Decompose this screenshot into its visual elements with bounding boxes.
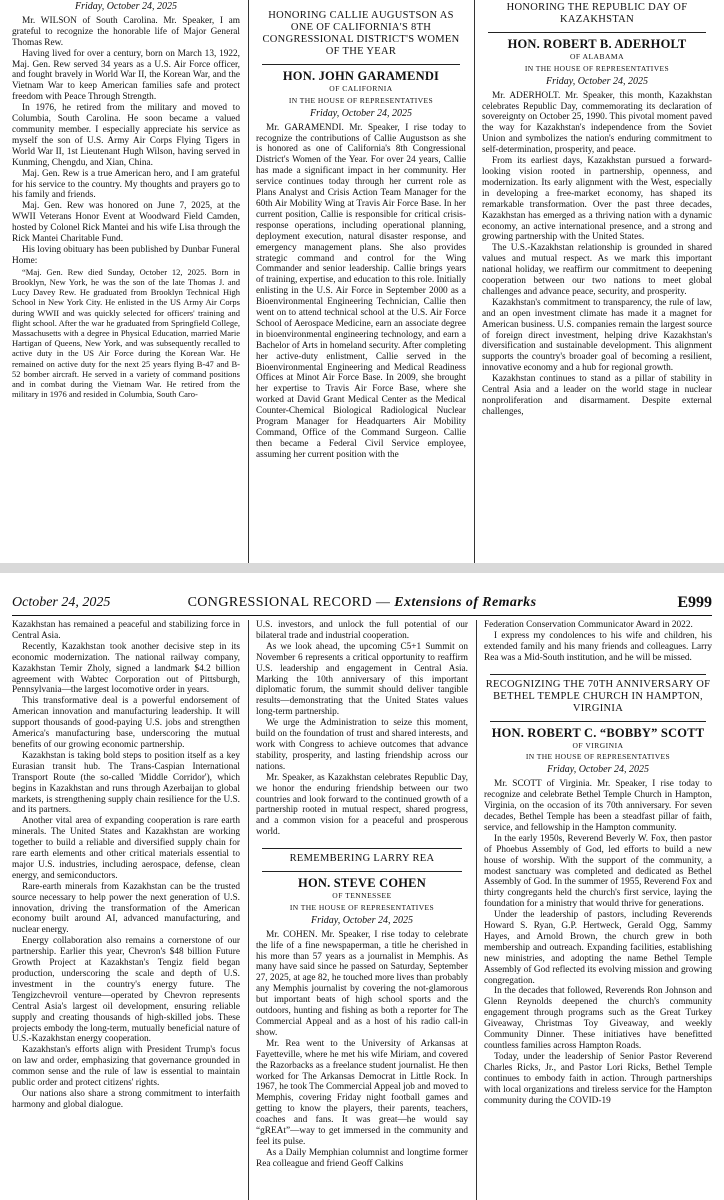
paragraph: Federation Conservation Communicator Award in 2022. (484, 620, 693, 630)
state-line: OF CALIFORNIA (329, 83, 393, 93)
section-title: RECOGNIZING THE 70TH ANNIVERSARY OF BETHEL TEMPLE CHURCH IN HAMPTON, VIRGINIA (485, 678, 711, 714)
paragraph: In 1976, he retired from the military and moved to Columbia, South Carolina. He soon became a valued community member. I especially appreciate his service as myself the son of U.S. Army Air Corps Flying Tigers in World War II, 1st Lieutenant Hugh Wilson, having served in Kunming, Chengdu, and Xian, China. (12, 103, 240, 168)
paragraph: Our nations also share a strong commitment to interfaith harmony and global dialogue. (12, 1088, 240, 1110)
paragraph: From its earliest days, Kazakhstan pursued a forward-looking vision rooted in partnership, openness, and modernization. Its early alignment with the West, especially in developing a free-market economy, has shaped its remarkable transformation. Over the past three decades, Kazakhstan has emerged as a thriving nation with a dynamic economy, an active international presence, and a strong and growing partnership with the United States. (482, 156, 712, 243)
column-2 (256, 0, 466, 563)
section-rule (490, 674, 706, 675)
dateline: Friday, October 24, 2025 (546, 75, 648, 87)
section-title: HONORING CALLIE AUGUSTSON AS ONE OF CALIFORNIA'S 8TH CONGRESSIONAL DISTRICT'S WOMEN OF THE YEAR (262, 10, 460, 57)
section-title: HONORING THE REPUBLIC DAY OF KAZAKHSTAN (506, 2, 688, 25)
column-3 (484, 620, 712, 1200)
paragraph: Maj. Gen. Rew is a true American hero, and I am grateful for his service to the country. My thoughts and prayers go to his family and friends. (12, 168, 240, 201)
paragraph: Having lived for over a century, born on March 13, 1922, Maj. Gen. Rew served 34 years as a U.S. Air Force officer, and fought bravely in World War II, the Korean War, and the Vietnam War to keep American families safe and protect freedom with Peace Through Strength. (12, 48, 240, 103)
paragraph: Under the leadership of pastors, including Reverends Howard S. Ryan, G.P. Hertweck, Gerald Ogg, Sammy Hayes, and Arnold Brown, the church grew in both membership and outreach. Expanding facilities, establishing new ministries, and adopting the name Bethel Temple Assembly of God reflected its evolving mission and growing congregation. (484, 910, 712, 986)
title-rule (488, 32, 706, 33)
running-head-date: October 24, 2025 (12, 595, 111, 610)
paragraph: Kazakhstan has remained a peaceful and stabilizing force in Central Asia. (12, 620, 240, 641)
state-line: OF TENNESSEE (332, 891, 392, 901)
column-1 (12, 0, 240, 563)
paragraph: Kazakhstan is taking bold steps to position itself as a key Eurasian transit hub. The Trans-Caspian International Transport Route (the so-called 'Middle Corridor'), which begins in Kazakhstan and runs through Azerbaijan to global markets, is strengthening supply chain resilience for the U.S. and its partners. (12, 750, 240, 816)
paragraph: His loving obituary has been published by Dunbar Funeral Home: (12, 244, 240, 266)
running-head (12, 595, 712, 613)
page-number: E999 (677, 594, 712, 611)
paragraph: Another vital area of expanding cooperation is rare earth minerals. The United States and Kazakhstan are working together to build a reliable and diversified supply chain for rare earth elements and other critical materials essential to major U.S. industries, including aerospace, defense, clean energy, and semiconductors. (12, 816, 240, 881)
title-rule (490, 721, 706, 722)
house-line: IN THE HOUSE OF REPRESENTATIVES (524, 63, 670, 73)
obituary-quote: “Maj. Gen. Rew died Sunday, October 12, 2025. Born in Brooklyn, New York, he was the son of the late Thomas J. and Lucy Davey Rew. He graduated from Brooklyn Technical High School in New York City. He enlisted in the US Army Air Corps during WWII and was quickly selected for officers' training and flight school. After the war he graduated from Springfield College, Massachusetts with a degree in Physical Education, married Marie Hartigan of Queens, New York, and was subsequently recalled to active duty in the US Air Force during the Korean War. He remained on active duty for the next 25 years flying B-47 and B-52 bomber aircraft. He served in a variety of command positions and in combat during the Vietnam War. He retired from the military in 1976 and resided in Columbia, South Caro- (12, 266, 240, 400)
paragraph: Kazakhstan's commitment to transparency, the rule of law, and an open investment climate has made it a magnet for American business. U.S. companies remain the largest source of foreign direct investment, helping drive Kazakhstan's diversification and sustainable development. This alignment supports the country's broader goal of becoming a resilient, innovative economy and a hub for regional growth. (482, 297, 712, 374)
paragraph: Rare-earth minerals from Kazakhstan can be the trusted source necessary to help power the next generation of U.S. innovation, driving the transformation of the American economy built around AI, advanced manufacturing, and nuclear energy. (12, 881, 240, 936)
paragraph: Mr. WILSON of South Carolina. Mr. Speaker, I am grateful to recognize the honorable life of Major General Thomas Rew. (12, 15, 240, 48)
speaker-name: HON. ROBERT B. ADERHOLT (507, 37, 687, 51)
dateline: Friday, October 24, 2025 (310, 107, 412, 119)
publication-title (12, 595, 712, 611)
paragraph: In the decades that followed, Reverends Ron Johnson and Glenn Reynolds deepened the church's community engagement through programs such as the Great Turkey Giveaway, Christmas Toy Giveaway, and weekly Community Dinner. These initiatives have benefitted countless families across Hampton Roads. (484, 986, 712, 1051)
paragraph: Kazakhstan's efforts align with President Trump's focus on law and order, emphasizing that governance grounded in common sense and the rule of law is essential to maintain public order and protect citizens' rights. (12, 1045, 240, 1089)
paragraph: We urge the Administration to seize this moment, build on the foundation of trust and shared interests, and work with Congress to achieve outcomes that advance stability, prosperity, and lasting friendship across our nations. (256, 718, 468, 772)
paragraph: As we look ahead, the upcoming C5+1 Summit on November 6 represents a critical opportunity to reaffirm U.S. leadership and engagement in Central Asia. Marking the 10th anniversary of this important diplomatic forum, the summit should deliver tangible results—demonstrating that the United States values long-term partnership. (256, 641, 468, 718)
speaker-name: HON. ROBERT C. “BOBBY” SCOTT (491, 725, 705, 740)
paragraph: Kazakhstan continues to stand as a pillar of stability in Central Asia and a leader on the world stage in nuclear nonproliferation and disarmament. Despite external challenges, (482, 374, 712, 417)
paragraph: In the early 1950s, Reverend Beverly W. Fox, then pastor of Phoebus Assembly of God, led efforts to build a new house of worship. With the support of the community, a modest sanctuary was completed and dedicated as Bethel Assembly of God. In the summer of 1955, Reverend Fox and thirty congregants held the church's first service, laying the foundation for a ministry that would thrive for generations. (484, 833, 712, 910)
dateline: Friday, October 24, 2025 (311, 914, 413, 926)
column-3 (482, 0, 712, 563)
paragraph: This transformative deal is a powerful endorsement of American innovation and manufacturing leadership. It will support thousands of good-paying U.S. jobs and strengthen America's manufacturing base, underscoring the mutual benefits of our growing economic partnership. (12, 696, 240, 750)
paragraph: Mr. COHEN. Mr. Speaker, I rise today to celebrate the life of a fine newspaperman, a title he cherished in his more than 57 years as a journalist in Memphis. As many have said since he passed on Saturday, September 27, 2025, at age 82, he touched more lives than probably any Memphis journalist by covering the not-glamorous but important beats of high school sports and the outdoors, hunting and fishing as both a reporter for The Commercial Appeal and as a host of his radio call-in show. (256, 929, 468, 1038)
publication-section: Extensions of Remarks (394, 595, 537, 610)
paragraph: Mr. GARAMENDI. Mr. Speaker, I rise today to recognize the contributions of Callie Augustson as she is honored as one of California's 8th Congressional District's Women of the Year. For over 24 years, Callie has made a significant impact in her community. Her service continues today through her current role as Plans Analyst and Crisis Action Team Manager for the 60th Air Mobility Wing at Travis Air Force Base. In her current position, Callie is responsible for critical crisis-response operations, including operational planning, deployment execution, natural disaster response, and emergency management plans. She also provides strategic command and control for the Wing Commander and senior leadership. Callie brings years of training, expertise, and education to this role. Initially enlisting in the U.S. Air Force in September 2000 as a Bioenvironmental Engineering Technician, Callie then went on to attend technical school at the U.S. Air Force School of Aerospace Medicine, earn an associate degree in bioenvironmental engineering technology, and earn a Bachelor of Arts in homeland security. After completing her active-duty enlistment, Callie served in the Bioenvironmental Engineering and Medical Readiness Offices at Minot Air Force Base. In 2009, she brought her expertise to Travis Air Force Base, where she worked at David Grant Medical Center as the Medical Counter-Chemical Biological Radiological Nuclear Program Manager for Headquarters Air Mobility Command, Office of the Command Surgeon. Callie then became a Federal Civil Service employee, assuming her current position with the (256, 122, 466, 460)
paragraph: Mr. ADERHOLT. Mr. Speaker, this month, Kazakhstan celebrates Republic Day, commemorating its declaration of sovereignty on October 25, 1990. This pivotal moment paved the way for Kazakhstan's independence from the Soviet Union and symbolizes the nation's enduring commitment to self-determination, prosperity, and peace. (482, 90, 712, 156)
title-rule (262, 64, 460, 65)
house-line: IN THE HOUSE OF REPRESENTATIVES (288, 95, 434, 105)
dateline: Friday, October 24, 2025 (75, 1, 177, 12)
publication-name: CONGRESSIONAL RECORD — (187, 595, 391, 610)
state-line: OF ALABAMA (570, 51, 624, 61)
house-line: IN THE HOUSE OF REPRESENTATIVES (289, 902, 435, 912)
header-rule (12, 615, 712, 616)
paragraph: U.S. investors, and unlock the full potential of our bilateral trade and industrial cooperation. (256, 620, 468, 641)
record-page-e999 (0, 573, 724, 1200)
column-1 (12, 620, 240, 1200)
paragraph: Mr. Rea went to the University of Arkansas at Fayetteville, where he met his wife Miriam, and covered the Razorbacks as a freelance student journalist. He then worked for The Arkansas Democrat in Little Rock. In 1967, he took The Commercial Appeal job and moved to Memphis, covering Friday night football games and getting to know the players, their parents, teachers, coaches and fans. It was great—he would say “gREAt”—way to get immersed in the community and feel its pulse. (256, 1038, 468, 1147)
paragraph: Maj. Gen. Rew was honored on June 7, 2025, at the WWII Veterans Honor Event at Woodward Field Camden, hosted by Colonel Rick Mantei and his wife Lisa through the Rick Mantei Charitable Fund. (12, 201, 240, 245)
column-divider (248, 620, 249, 1200)
record-page-upper (0, 0, 724, 563)
paragraph: Energy collaboration also remains a cornerstone of our partnership. Earlier this year, Chevron's $48 billion Future Growth Project at Kazakhstan's Tengiz field began production, underscoring the scale and depth of U.S. investment in the country's energy future. The Tengizchevroil venture—operated by Chevron represents Central Asia's largest oil development, ensuring reliable supply and creating thousands of high-skilled jobs. These projects embody the long-term, mutually beneficial nature of U.S.-Kazakhstan energy cooperation. (12, 936, 240, 1045)
column-2 (256, 620, 468, 1200)
column-divider (474, 0, 475, 563)
house-line: IN THE HOUSE OF REPRESENTATIVES (525, 752, 671, 762)
title-rule (262, 871, 462, 872)
paragraph: Today, under the leadership of Senior Pastor Reverend Charles Ricks, Jr., and Pastor Lori Ricks, Bethel Temple continues to embody faith in action. Through partnerships with local organizations and tireless service for the Hampton community during the COVID-19 (484, 1051, 712, 1106)
paragraph: I express my condolences to his wife and children, his extended family and his many friends and colleagues. Larry Rea was a Mid-South institution, and he will be missed. (484, 630, 712, 663)
speaker-name: HON. STEVE COHEN (298, 876, 426, 891)
column-divider (476, 620, 477, 1200)
state-line: OF VIRGINIA (572, 740, 624, 750)
dateline: Friday, October 24, 2025 (547, 764, 649, 776)
section-rule (262, 848, 462, 849)
paragraph: Recently, Kazakhstan took another decisive step in its economic modernization. The national railway company, Kazakhstan Temir Zholy, signed a landmark $4.2 billion agreement with Wabtec Corporation out of Pittsburgh, Pennsylvania—the largest locomotive order in years. (12, 641, 240, 696)
column-divider (248, 0, 249, 563)
paragraph: Mr. Speaker, as Kazakhstan celebrates Republic Day, we honor the enduring friendship between our two countries and look forward to the continued growth of a partnership rooted in mutual respect, shared progress, and a common vision for a peaceful and prosperous world. (256, 772, 468, 838)
paragraph: Mr. SCOTT of Virginia. Mr. Speaker, I rise today to recognize and celebrate Bethel Temple Church in Hampton, Virginia, on the occasion of its 70th anniversary. For seven decades, Bethel Temple has been a steadfast pillar of faith, service, and fellowship in the Hampton community. (484, 779, 712, 833)
section-title: REMEMBERING LARRY REA (289, 853, 435, 865)
paragraph: As a Daily Memphian columnist and longtime former Rea colleague and friend Geoff Calkins (256, 1147, 468, 1169)
paragraph: The U.S.-Kazakhstan relationship is grounded in shared values and mutual respect. As we mark this important national holiday, we reaffirm our commitment to deepening cooperation between our two nations to meet global challenges and advance peace, security, and prosperity. (482, 243, 712, 297)
speaker-name: HON. JOHN GARAMENDI (282, 69, 440, 83)
